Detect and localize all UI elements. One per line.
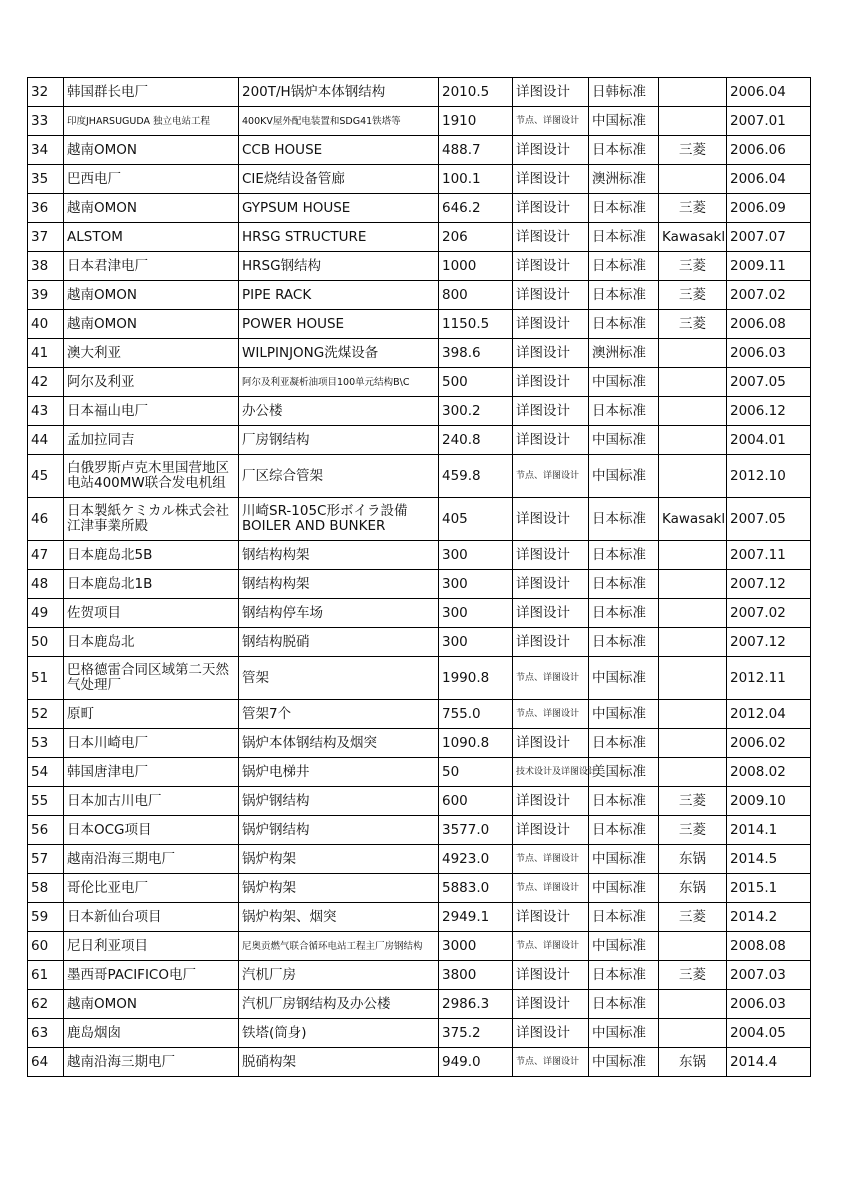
client-cell: 三菱 (659, 281, 727, 310)
work-content-cell: 铁塔(筒身) (239, 1019, 439, 1048)
table-row (28, 223, 811, 252)
project-name-cell: 澳大利亚 (64, 339, 239, 368)
design-standard-cell: 中国标准 (589, 874, 659, 903)
project-name-cell: 韩国唐津电厂 (64, 758, 239, 787)
work-content-cell: 锅炉构架 (239, 874, 439, 903)
work-content-cell: 阿尔及利亚凝析油项目100单元结构B\C (239, 368, 439, 397)
row-number-cell: 32 (28, 78, 64, 107)
weight-cell: 5883.0 (439, 874, 513, 903)
weight-cell: 405 (439, 498, 513, 541)
design-type-cell: 技术设计及详图设计 (513, 758, 589, 787)
client-cell: 三菱 (659, 310, 727, 339)
row-number-cell: 44 (28, 426, 64, 455)
client-cell: 东锅 (659, 874, 727, 903)
work-content-cell: 400KV屋外配电装置和SDG41铁塔等 (239, 107, 439, 136)
client-cell (659, 107, 727, 136)
table-row (28, 541, 811, 570)
project-name-cell: 日本君津电厂 (64, 252, 239, 281)
weight-cell: 1150.5 (439, 310, 513, 339)
weight-cell: 600 (439, 787, 513, 816)
design-standard-cell: 日本标准 (589, 729, 659, 758)
weight-cell: 206 (439, 223, 513, 252)
weight-cell: 300 (439, 628, 513, 657)
row-number-cell: 62 (28, 990, 64, 1019)
client-cell (659, 455, 727, 498)
design-type-cell: 详图设计 (513, 787, 589, 816)
work-content-cell: 200T/H锅炉本体钢结构 (239, 78, 439, 107)
design-type-cell: 详图设计 (513, 541, 589, 570)
client-cell: 三菱 (659, 787, 727, 816)
project-name-cell: 日本鹿岛北 (64, 628, 239, 657)
row-number-cell: 52 (28, 700, 64, 729)
design-type-cell: 节点、详图设计 (513, 1048, 589, 1077)
work-content-cell: 管架7个 (239, 700, 439, 729)
row-number-cell: 51 (28, 657, 64, 700)
design-type-cell: 节点、详图设计 (513, 107, 589, 136)
project-name-cell: 越南沿海三期电厂 (64, 845, 239, 874)
weight-cell: 1090.8 (439, 729, 513, 758)
weight-cell: 2986.3 (439, 990, 513, 1019)
design-type-cell: 详图设计 (513, 498, 589, 541)
weight-cell: 50 (439, 758, 513, 787)
date-cell: 2008.08 (727, 932, 811, 961)
design-type-cell: 详图设计 (513, 426, 589, 455)
date-cell: 2007.05 (727, 498, 811, 541)
table-row (28, 1019, 811, 1048)
client-cell: Kawasakl (659, 223, 727, 252)
work-content-cell: 川崎SR-105C形ボイラ設備 BOILER AND BUNKER (239, 498, 439, 541)
weight-cell: 300 (439, 570, 513, 599)
client-cell: 东锅 (659, 845, 727, 874)
project-name-cell: 日本製紙ケミカル株式会社江津事業所殿 (64, 498, 239, 541)
design-type-cell: 节点、详图设计 (513, 455, 589, 498)
work-content-cell: CIE烧结设备管廊 (239, 165, 439, 194)
design-standard-cell: 中国标准 (589, 700, 659, 729)
table-row (28, 281, 811, 310)
weight-cell: 3800 (439, 961, 513, 990)
client-cell (659, 397, 727, 426)
weight-cell: 3000 (439, 932, 513, 961)
table-row (28, 310, 811, 339)
date-cell: 2007.01 (727, 107, 811, 136)
weight-cell: 375.2 (439, 1019, 513, 1048)
date-cell: 2004.01 (727, 426, 811, 455)
project-name-cell: 日本川崎电厂 (64, 729, 239, 758)
project-name-cell: 阿尔及利亚 (64, 368, 239, 397)
client-cell (659, 78, 727, 107)
row-number-cell: 61 (28, 961, 64, 990)
client-cell (659, 657, 727, 700)
row-number-cell: 33 (28, 107, 64, 136)
table-row (28, 107, 811, 136)
work-content-cell: 锅炉构架 (239, 845, 439, 874)
date-cell: 2006.08 (727, 310, 811, 339)
weight-cell: 646.2 (439, 194, 513, 223)
row-number-cell: 57 (28, 845, 64, 874)
row-number-cell: 40 (28, 310, 64, 339)
client-cell (659, 165, 727, 194)
table-row (28, 78, 811, 107)
date-cell: 2006.04 (727, 165, 811, 194)
date-cell: 2006.04 (727, 78, 811, 107)
project-name-cell: 白俄罗斯卢克木里国营地区电站400MW联合发电机组 (64, 455, 239, 498)
client-cell (659, 339, 727, 368)
design-type-cell: 详图设计 (513, 1019, 589, 1048)
project-name-cell: 日本福山电厂 (64, 397, 239, 426)
project-name-cell: 越南OMON (64, 194, 239, 223)
design-type-cell: 详图设计 (513, 570, 589, 599)
date-cell: 2012.11 (727, 657, 811, 700)
design-type-cell: 详图设计 (513, 78, 589, 107)
design-standard-cell: 日本标准 (589, 397, 659, 426)
date-cell: 2014.1 (727, 816, 811, 845)
weight-cell: 488.7 (439, 136, 513, 165)
work-content-cell: CCB HOUSE (239, 136, 439, 165)
client-cell: 三菱 (659, 136, 727, 165)
date-cell: 2006.03 (727, 339, 811, 368)
design-type-cell: 详图设计 (513, 136, 589, 165)
weight-cell: 300 (439, 541, 513, 570)
design-type-cell: 详图设计 (513, 310, 589, 339)
work-content-cell: HRSG STRUCTURE (239, 223, 439, 252)
date-cell: 2012.10 (727, 455, 811, 498)
row-number-cell: 49 (28, 599, 64, 628)
weight-cell: 949.0 (439, 1048, 513, 1077)
design-standard-cell: 中国标准 (589, 455, 659, 498)
design-standard-cell: 日本标准 (589, 223, 659, 252)
design-standard-cell: 日本标准 (589, 599, 659, 628)
table-row (28, 498, 811, 541)
date-cell: 2014.5 (727, 845, 811, 874)
date-cell: 2006.12 (727, 397, 811, 426)
design-standard-cell: 日本标准 (589, 136, 659, 165)
design-standard-cell: 中国标准 (589, 1048, 659, 1077)
work-content-cell: 锅炉钢结构 (239, 816, 439, 845)
design-type-cell: 详图设计 (513, 368, 589, 397)
weight-cell: 2010.5 (439, 78, 513, 107)
design-type-cell: 节点、详图设计 (513, 700, 589, 729)
client-cell (659, 700, 727, 729)
table-row (28, 426, 811, 455)
client-cell: 三菱 (659, 194, 727, 223)
client-cell (659, 758, 727, 787)
row-number-cell: 46 (28, 498, 64, 541)
weight-cell: 459.8 (439, 455, 513, 498)
project-name-cell: 越南OMON (64, 310, 239, 339)
table-row (28, 194, 811, 223)
date-cell: 2015.1 (727, 874, 811, 903)
table-row (28, 165, 811, 194)
design-standard-cell: 中国标准 (589, 932, 659, 961)
weight-cell: 1990.8 (439, 657, 513, 700)
date-cell: 2014.4 (727, 1048, 811, 1077)
work-content-cell: 锅炉电梯井 (239, 758, 439, 787)
work-content-cell: 锅炉构架、烟突 (239, 903, 439, 932)
project-name-cell: 鹿岛烟囱 (64, 1019, 239, 1048)
table-row (28, 961, 811, 990)
row-number-cell: 39 (28, 281, 64, 310)
date-cell: 2006.06 (727, 136, 811, 165)
project-name-cell: 日本新仙台项目 (64, 903, 239, 932)
weight-cell: 800 (439, 281, 513, 310)
work-content-cell: HRSG钢结构 (239, 252, 439, 281)
weight-cell: 755.0 (439, 700, 513, 729)
weight-cell: 3577.0 (439, 816, 513, 845)
design-type-cell: 详图设计 (513, 816, 589, 845)
project-name-cell: 韩国群长电厂 (64, 78, 239, 107)
row-number-cell: 48 (28, 570, 64, 599)
design-type-cell: 详图设计 (513, 397, 589, 426)
design-type-cell: 详图设计 (513, 252, 589, 281)
work-content-cell: POWER HOUSE (239, 310, 439, 339)
design-standard-cell: 中国标准 (589, 426, 659, 455)
design-standard-cell: 日本标准 (589, 816, 659, 845)
weight-cell: 398.6 (439, 339, 513, 368)
row-number-cell: 35 (28, 165, 64, 194)
work-content-cell: 钢结构脱硝 (239, 628, 439, 657)
table-row (28, 932, 811, 961)
project-name-cell: 巴格德雷合同区域第二天然气处理厂 (64, 657, 239, 700)
project-name-cell: 越南OMON (64, 136, 239, 165)
table-row (28, 455, 811, 498)
design-type-cell: 详图设计 (513, 281, 589, 310)
design-standard-cell: 中国标准 (589, 368, 659, 397)
table-row (28, 339, 811, 368)
work-content-cell: GYPSUM HOUSE (239, 194, 439, 223)
project-name-cell: 哥伦比亚电厂 (64, 874, 239, 903)
client-cell: 三菱 (659, 961, 727, 990)
work-content-cell: 锅炉本体钢结构及烟突 (239, 729, 439, 758)
client-cell (659, 599, 727, 628)
work-content-cell: 钢结构构架 (239, 570, 439, 599)
client-cell (659, 628, 727, 657)
client-cell (659, 1019, 727, 1048)
date-cell: 2007.12 (727, 570, 811, 599)
project-name-cell: 尼日利亚项目 (64, 932, 239, 961)
table-row (28, 368, 811, 397)
table-row (28, 628, 811, 657)
design-type-cell: 详图设计 (513, 903, 589, 932)
work-content-cell: 钢结构停车场 (239, 599, 439, 628)
project-table (27, 77, 811, 1077)
table-row (28, 657, 811, 700)
table-row (28, 570, 811, 599)
client-cell (659, 368, 727, 397)
design-standard-cell: 中国标准 (589, 657, 659, 700)
weight-cell: 1000 (439, 252, 513, 281)
design-standard-cell: 澳洲标准 (589, 165, 659, 194)
design-standard-cell: 中国标准 (589, 1019, 659, 1048)
row-number-cell: 37 (28, 223, 64, 252)
project-name-cell: 巴西电厂 (64, 165, 239, 194)
row-number-cell: 50 (28, 628, 64, 657)
project-name-cell: 日本OCG项目 (64, 816, 239, 845)
row-number-cell: 63 (28, 1019, 64, 1048)
client-cell (659, 426, 727, 455)
design-type-cell: 详图设计 (513, 223, 589, 252)
row-number-cell: 45 (28, 455, 64, 498)
date-cell: 2006.09 (727, 194, 811, 223)
project-name-cell: 印度JHARSUGUDA 独立电站工程 (64, 107, 239, 136)
table-row (28, 136, 811, 165)
work-content-cell: 钢结构构架 (239, 541, 439, 570)
date-cell: 2007.05 (727, 368, 811, 397)
work-content-cell: 脱硝构架 (239, 1048, 439, 1077)
design-standard-cell: 日本标准 (589, 498, 659, 541)
design-standard-cell: 日本标准 (589, 310, 659, 339)
design-type-cell: 节点、详图设计 (513, 874, 589, 903)
row-number-cell: 38 (28, 252, 64, 281)
date-cell: 2006.02 (727, 729, 811, 758)
design-standard-cell: 日本标准 (589, 281, 659, 310)
design-standard-cell: 美国标准 (589, 758, 659, 787)
table-row (28, 845, 811, 874)
project-name-cell: 孟加拉同吉 (64, 426, 239, 455)
client-cell: 三菱 (659, 816, 727, 845)
design-type-cell: 详图设计 (513, 990, 589, 1019)
design-standard-cell: 日本标准 (589, 787, 659, 816)
design-standard-cell: 日本标准 (589, 541, 659, 570)
work-content-cell: 办公楼 (239, 397, 439, 426)
work-content-cell: 汽机厂房 (239, 961, 439, 990)
design-standard-cell: 日本标准 (589, 628, 659, 657)
client-cell (659, 570, 727, 599)
design-standard-cell: 中国标准 (589, 845, 659, 874)
design-standard-cell: 日本标准 (589, 194, 659, 223)
project-name-cell: ALSTOM (64, 223, 239, 252)
project-name-cell: 日本加古川电厂 (64, 787, 239, 816)
design-standard-cell: 日韩标准 (589, 78, 659, 107)
table-row (28, 700, 811, 729)
client-cell: Kawasakl (659, 498, 727, 541)
project-name-cell: 佐贺项目 (64, 599, 239, 628)
design-standard-cell: 澳洲标准 (589, 339, 659, 368)
row-number-cell: 58 (28, 874, 64, 903)
table-row (28, 599, 811, 628)
design-type-cell: 节点、详图设计 (513, 657, 589, 700)
client-cell: 东锅 (659, 1048, 727, 1077)
date-cell: 2004.05 (727, 1019, 811, 1048)
work-content-cell: PIPE RACK (239, 281, 439, 310)
row-number-cell: 56 (28, 816, 64, 845)
design-type-cell: 详图设计 (513, 194, 589, 223)
design-standard-cell: 中国标准 (589, 107, 659, 136)
work-content-cell: 锅炉钢结构 (239, 787, 439, 816)
weight-cell: 500 (439, 368, 513, 397)
project-name-cell: 越南OMON (64, 281, 239, 310)
date-cell: 2009.11 (727, 252, 811, 281)
date-cell: 2007.11 (727, 541, 811, 570)
row-number-cell: 54 (28, 758, 64, 787)
table-row (28, 758, 811, 787)
design-type-cell: 节点、详图设计 (513, 845, 589, 874)
client-cell (659, 990, 727, 1019)
design-standard-cell: 日本标准 (589, 252, 659, 281)
client-cell (659, 729, 727, 758)
table-row (28, 397, 811, 426)
row-number-cell: 43 (28, 397, 64, 426)
work-content-cell: 管架 (239, 657, 439, 700)
design-type-cell: 详图设计 (513, 339, 589, 368)
table-row (28, 787, 811, 816)
design-type-cell: 详图设计 (513, 599, 589, 628)
row-number-cell: 36 (28, 194, 64, 223)
client-cell: 三菱 (659, 903, 727, 932)
table-row (28, 816, 811, 845)
client-cell (659, 932, 727, 961)
date-cell: 2006.03 (727, 990, 811, 1019)
project-name-cell: 越南沿海三期电厂 (64, 1048, 239, 1077)
project-name-cell: 越南OMON (64, 990, 239, 1019)
work-content-cell: WILPINJONG洗煤设备 (239, 339, 439, 368)
date-cell: 2007.12 (727, 628, 811, 657)
design-standard-cell: 日本标准 (589, 570, 659, 599)
project-name-cell: 日本鹿岛北1B (64, 570, 239, 599)
date-cell: 2007.02 (727, 281, 811, 310)
design-type-cell: 详图设计 (513, 961, 589, 990)
work-content-cell: 厂区综合管架 (239, 455, 439, 498)
weight-cell: 2949.1 (439, 903, 513, 932)
row-number-cell: 34 (28, 136, 64, 165)
row-number-cell: 53 (28, 729, 64, 758)
client-cell (659, 541, 727, 570)
design-type-cell: 节点、详图设计 (513, 932, 589, 961)
weight-cell: 1910 (439, 107, 513, 136)
weight-cell: 300.2 (439, 397, 513, 426)
date-cell: 2012.04 (727, 700, 811, 729)
weight-cell: 300 (439, 599, 513, 628)
work-content-cell: 厂房钢结构 (239, 426, 439, 455)
project-name-cell: 原町 (64, 700, 239, 729)
date-cell: 2009.10 (727, 787, 811, 816)
date-cell: 2014.2 (727, 903, 811, 932)
row-number-cell: 41 (28, 339, 64, 368)
client-cell: 三菱 (659, 252, 727, 281)
project-name-cell: 墨西哥PACIFICO电厂 (64, 961, 239, 990)
design-standard-cell: 日本标准 (589, 961, 659, 990)
design-type-cell: 详图设计 (513, 165, 589, 194)
date-cell: 2008.02 (727, 758, 811, 787)
row-number-cell: 55 (28, 787, 64, 816)
design-type-cell: 详图设计 (513, 729, 589, 758)
design-type-cell: 详图设计 (513, 628, 589, 657)
weight-cell: 100.1 (439, 165, 513, 194)
date-cell: 2007.07 (727, 223, 811, 252)
work-content-cell: 尼奥贡燃气联合循环电站工程主厂房钢结构 (239, 932, 439, 961)
project-name-cell: 日本鹿岛北5B (64, 541, 239, 570)
table-row (28, 1048, 811, 1077)
work-content-cell: 汽机厂房钢结构及办公楼 (239, 990, 439, 1019)
row-number-cell: 60 (28, 932, 64, 961)
weight-cell: 4923.0 (439, 845, 513, 874)
project-table-body (28, 78, 811, 1077)
table-row (28, 874, 811, 903)
design-standard-cell: 日本标准 (589, 990, 659, 1019)
date-cell: 2007.03 (727, 961, 811, 990)
row-number-cell: 42 (28, 368, 64, 397)
row-number-cell: 59 (28, 903, 64, 932)
row-number-cell: 47 (28, 541, 64, 570)
design-standard-cell: 日本标准 (589, 903, 659, 932)
weight-cell: 240.8 (439, 426, 513, 455)
table-row (28, 903, 811, 932)
date-cell: 2007.02 (727, 599, 811, 628)
row-number-cell: 64 (28, 1048, 64, 1077)
table-row (28, 252, 811, 281)
table-row (28, 729, 811, 758)
table-row (28, 990, 811, 1019)
